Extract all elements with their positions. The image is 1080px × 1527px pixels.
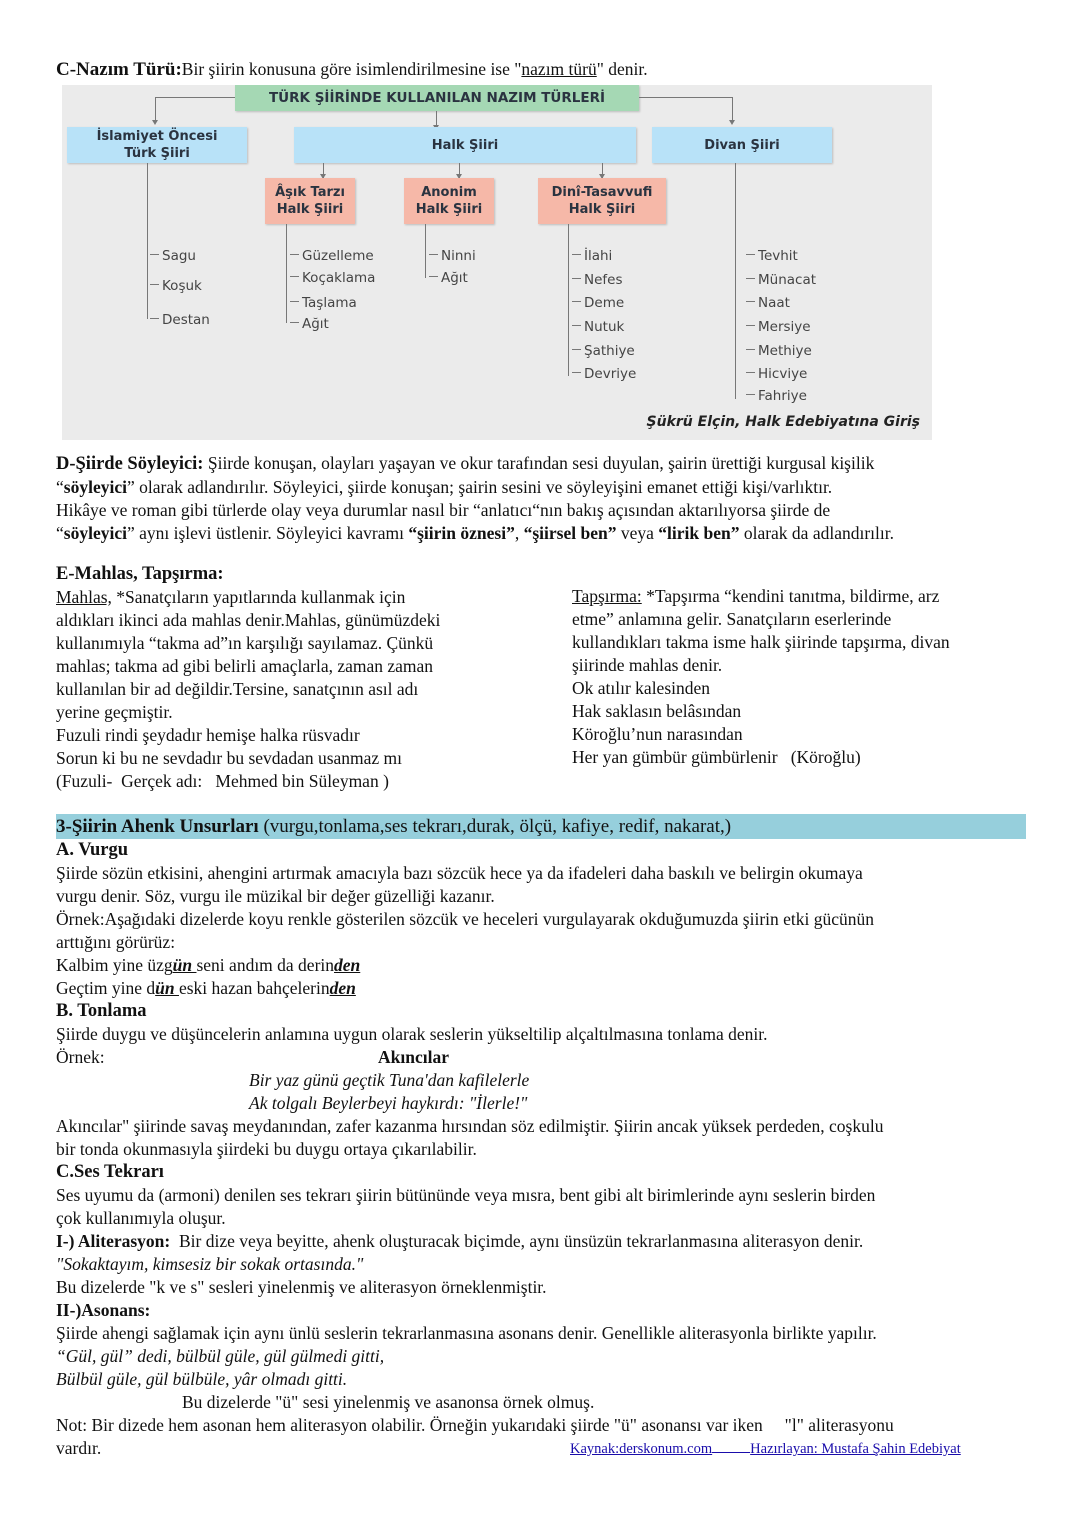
text-line: bir tonda okunmasıyla şiirdeki bu duygu ortaya çıkarılabilir.	[56, 1139, 477, 1159]
diagram-divan-siiri	[652, 127, 832, 163]
text: veya	[616, 523, 659, 543]
text-line: Hikâye ve roman gibi türlerde olay veya durumlar nasıl bir “anlatıcı“nın bakış açısından aktarılıyorsa şiirde de	[56, 500, 831, 520]
poem-line: “Gül, gül” dedi, bülbül güle, gül gülmedi gitti,	[56, 1346, 385, 1366]
text-line: Bu dizelerde "ü" sesi yinelenmiş ve asanonsa örnek olmuş.	[182, 1392, 595, 1412]
leaf-item: Koşuk	[162, 275, 202, 298]
text: ” olarak adlandırılır. Söyleyici, şiirde konuşan; şairin sesini ve söyleyişini emanet ettiği kişi/varlıktır.	[126, 477, 833, 497]
leaf-item: Mersiye	[758, 316, 811, 339]
poem-line: Bir yaz günü geçtik Tuna'dan kafilelerle	[249, 1070, 530, 1090]
arrow-icon	[152, 120, 158, 125]
diagram-anonim	[404, 178, 494, 224]
text-line: Şiirde duygu ve düşüncelerin anlamına uygun olarak seslerin yükseltilip alçaltılmasına tonlama denir.	[56, 1024, 768, 1044]
leaf-item: Deme	[584, 292, 624, 315]
asonans-title: II-)Asonans:	[56, 1300, 151, 1320]
stressed-syllable: ün	[155, 978, 179, 998]
poem-line: Köroğlu’nun narasından	[572, 724, 743, 744]
connector	[735, 163, 736, 399]
text-line: Bu dizelerde "k ve s" sesleri yinelenmiş ve aliterasyon örneklenmiştir.	[56, 1277, 547, 1297]
section-3-title: 3-Şiirin Ahenk Unsurları	[56, 816, 259, 837]
text-line	[56, 452, 1026, 476]
text-line: Akıncılar" şiirinde savaş meydanından, zafer kazanma hırsından söz edilmiştir. Şiirin ancak yüksek perdeden, coşkulu	[56, 1116, 884, 1136]
leaf-item: Methiye	[758, 340, 812, 363]
term: “şiirsel ben”	[523, 523, 617, 543]
text-line: Ses uyumu da (armoni) denilen ses tekrarı şiirin bütününde veya mısra, bent gibi alt birimlerinde aynı seslerin birden	[56, 1185, 876, 1205]
term: söyleyici	[63, 477, 127, 497]
poem-line: Fuzuli rindi şeydadır hemişe halka rüsvadır	[56, 725, 360, 745]
leaf-item: İlahi	[584, 245, 612, 268]
leaf-item: Nefes	[584, 269, 623, 292]
term: “şiirin öznesi”	[408, 523, 515, 543]
text-line: Şiirde sözün etkisini, ahengini artırmak amacıyla bazı sözcük hece ya da ifadeleri daha baskılı ve belirgin okumaya	[56, 863, 863, 883]
text-line	[572, 585, 1022, 608]
diagram-credit: Şükrü Elçin, Halk Edebiyatına Giriş	[646, 414, 920, 430]
text: “	[56, 477, 64, 497]
text-line: Not: Bir dizede hem asonan hem aliterasyon olabilir. Örneğin yukarıdaki şiirde "ü" asonansı var iken "l" aliterasyonu	[56, 1415, 894, 1435]
section-c-text-end: " denir.	[596, 59, 648, 79]
label: Halk Şiiri	[431, 137, 499, 153]
author-link[interactable]: Hazırlayan: Mustafa Şahin Edebiyat	[750, 1441, 961, 1457]
source-link[interactable]: Kaynak:derskonum.com	[570, 1441, 713, 1457]
connector	[155, 97, 235, 98]
leaf-item: Tevhit	[758, 245, 798, 268]
text: Geçtim yine d	[56, 978, 156, 998]
tonlama-example	[56, 1046, 1026, 1069]
text-line: aldıkları ikinci ada mahlas denir.Mahlas, günümüzdeki	[56, 610, 441, 630]
text: olarak da adlandırılır.	[739, 523, 894, 543]
text-line: vardır.	[56, 1438, 102, 1458]
text: ,	[514, 523, 524, 543]
aliterasyon-title: I-) Aliterasyon:	[56, 1231, 171, 1251]
diagram-islamiyet-oncesi	[67, 127, 247, 163]
text: Kalbim yine üzg	[56, 955, 173, 975]
poem-line: Ok atılır kalesinden	[572, 678, 711, 698]
stressed-syllable: den	[329, 978, 356, 998]
section-c-title: C-Nazım Türü:	[56, 59, 182, 80]
text: Şiirde konuşan, olayları yaşayan ve okur tarafından sesi duyulan, şairin ürettiği kurgusal kişilik	[203, 453, 875, 473]
tonlama-title: B. Tonlama	[56, 1001, 147, 1021]
leaf-item: Fahriye	[758, 385, 807, 408]
leaf-item: Sagu	[162, 245, 196, 268]
label: Âşık Tarzı	[275, 185, 345, 200]
leaf-item: Devriye	[584, 363, 636, 386]
label: Divan Şiiri	[704, 137, 780, 153]
section-3-subtitle: (vurgu,tonlama,ses tekrarı,durak, ölçü, kafiye, redif, nakarat,)	[258, 816, 732, 837]
connector	[425, 224, 426, 278]
text: *Tapşırma “kendini tanıtma, bildirme, arz	[641, 586, 940, 606]
text: “	[56, 523, 64, 543]
vurgu-example-1	[56, 954, 1026, 977]
text-line: kullanılan bir ad değildir.Tersine, sanatçının asıl adı	[56, 679, 419, 699]
text: seni andım da derin	[196, 955, 335, 975]
mahlas-column	[56, 563, 526, 793]
text: ” aynı işlevi üstlenir. Söyleyici kavramı	[126, 523, 409, 543]
text-line: çok kullanımıyla oluşur.	[56, 1208, 226, 1228]
poem-line: Hak saklasın belâsından	[572, 701, 742, 721]
section-c-term: nazım türü	[521, 59, 597, 79]
leaf-item: Naat	[758, 292, 790, 315]
section-3	[56, 814, 1026, 1460]
diagram-halk-siiri	[294, 127, 636, 163]
text-line: arttığını görürüz:	[56, 932, 176, 952]
link-gap	[712, 1441, 750, 1453]
text-line: vurgu denir. Söz, vurgu ile müzikal bir değer güzelliği kazanır.	[56, 886, 495, 906]
poem-line: Her yan gümbür gümbürlenir (Köroğlu)	[572, 747, 861, 767]
leaf-item: Koçaklama	[302, 267, 375, 290]
poem-source: (Fuzuli- Gerçek adı: Mehmed bin Süleyman )	[56, 771, 389, 791]
text-line	[56, 522, 1026, 545]
leaf-item: Hicviye	[758, 363, 807, 386]
text-line: şiirinde mahlas denir.	[572, 655, 723, 675]
stressed-syllable: ün	[172, 955, 197, 975]
label: Anonim	[421, 185, 477, 200]
tapsirma-column	[572, 585, 1022, 769]
ses-tekrari-title: C.Ses Tekrarı	[56, 1162, 164, 1182]
text-line: Şiirde ahengi sağlamak için aynı ünlü seslerin tekrarlanmasına asonans denir. Genellikle aliterasyonla birlikte yapılır.	[56, 1323, 877, 1343]
leaf-item: Münacat	[758, 269, 816, 292]
leaf-item: Şathiye	[584, 340, 635, 363]
nazim-turleri-diagram	[62, 85, 932, 440]
leaf-item: Ağıt	[441, 267, 468, 290]
text-line	[56, 586, 526, 609]
diagram-root-label: TÜRK ŞİİRİNDE KULLANILAN NAZIM TÜRLERİ	[268, 89, 606, 106]
leaf-item: Güzelleme	[302, 245, 374, 268]
text-line: kullanımıyla “takma ad”ın karşılığı sayılamaz. Çünkü	[56, 633, 434, 653]
vurgu-example-2	[56, 977, 1026, 1000]
term: “lirik ben”	[658, 523, 740, 543]
label: Türk Şiiri	[124, 146, 190, 161]
mahlas-label: Mahlas,	[56, 587, 112, 607]
label: Halk Şiiri	[276, 202, 344, 217]
poem-title: Akıncılar	[378, 1047, 449, 1067]
section-d-title: D-Şiirde Söyleyici:	[56, 454, 204, 474]
vurgu-title: A. Vurgu	[56, 840, 128, 860]
arrow-icon	[729, 120, 735, 125]
section-3-header	[56, 814, 1026, 839]
text-line: etme” anlamına gelir. Sanatçıların eserlerinde	[572, 609, 892, 629]
poem-line: Bülbül güle, gül bülbüle, yâr olmadı gitti.	[56, 1369, 348, 1389]
text: Bir dize veya beyitte, ahenk oluşturacak biçimde, aynı ünsüzün tekrarlanmasına aliterasyon denir.	[170, 1231, 864, 1251]
section-e-title: E-Mahlas, Tapşırma:	[56, 564, 224, 584]
leaf-item: Destan	[162, 309, 210, 332]
leaf-item: Nutuk	[584, 316, 624, 339]
footer	[570, 1438, 961, 1461]
poem-line: Ak tolgalı Beylerbeyi haykırdı: "İlerle!"	[249, 1093, 528, 1113]
text: eski hazan bahçelerin	[178, 978, 330, 998]
poem-line: Sorun ki bu ne sevdadır bu sevdadan usanmaz mı	[56, 748, 403, 768]
label: İslamiyet Öncesi	[96, 129, 218, 144]
text-line	[56, 476, 1026, 499]
connector	[639, 97, 732, 98]
section-c-text: Bir şiirin konusuna göre isimlendirilmesine ise "	[181, 59, 522, 79]
connector	[286, 224, 287, 323]
label: Halk Şiiri	[415, 202, 483, 217]
label: Dinî-Tasavvufi	[551, 185, 653, 200]
aliterasyon-def	[56, 1230, 1026, 1253]
tapsirma-label: Tapşırma:	[572, 586, 642, 606]
text-line: kullandıkları takma isme halk şiirinde tapşırma, divan	[572, 632, 950, 652]
connector	[147, 163, 148, 319]
section-c	[56, 58, 1026, 81]
leaf-item: Ninni	[441, 245, 476, 268]
connector	[568, 224, 569, 376]
text-line: Örnek:Aşağıdaki dizelerde koyu renkle gösterilen sözcük ve heceleri vurgulayarak okduğumuzda şiirin etki gücünün	[56, 909, 875, 929]
stressed-syllable: den	[334, 955, 361, 975]
diagram-dini-tasavvufi	[538, 178, 666, 224]
leaf-item: Taşlama	[302, 292, 357, 315]
example-label: Örnek:	[56, 1047, 105, 1067]
text-line: yerine geçmiştir.	[56, 702, 173, 722]
diagram-root	[235, 85, 639, 111]
text: *Sanatçıların yapıtlarında kullanmak için	[111, 587, 406, 607]
poem-line: "Sokaktayım, kimsesiz bir sokak ortasında."	[56, 1254, 364, 1274]
term: söyleyici	[63, 523, 127, 543]
label: Halk Şiiri	[568, 202, 636, 217]
section-d	[56, 452, 1026, 545]
leaf-item: Ağıt	[302, 313, 329, 336]
diagram-asik-tarzi	[265, 178, 355, 224]
text-line: mahlas; takma ad gibi belirli amaçlarla, zaman zaman	[56, 656, 434, 676]
